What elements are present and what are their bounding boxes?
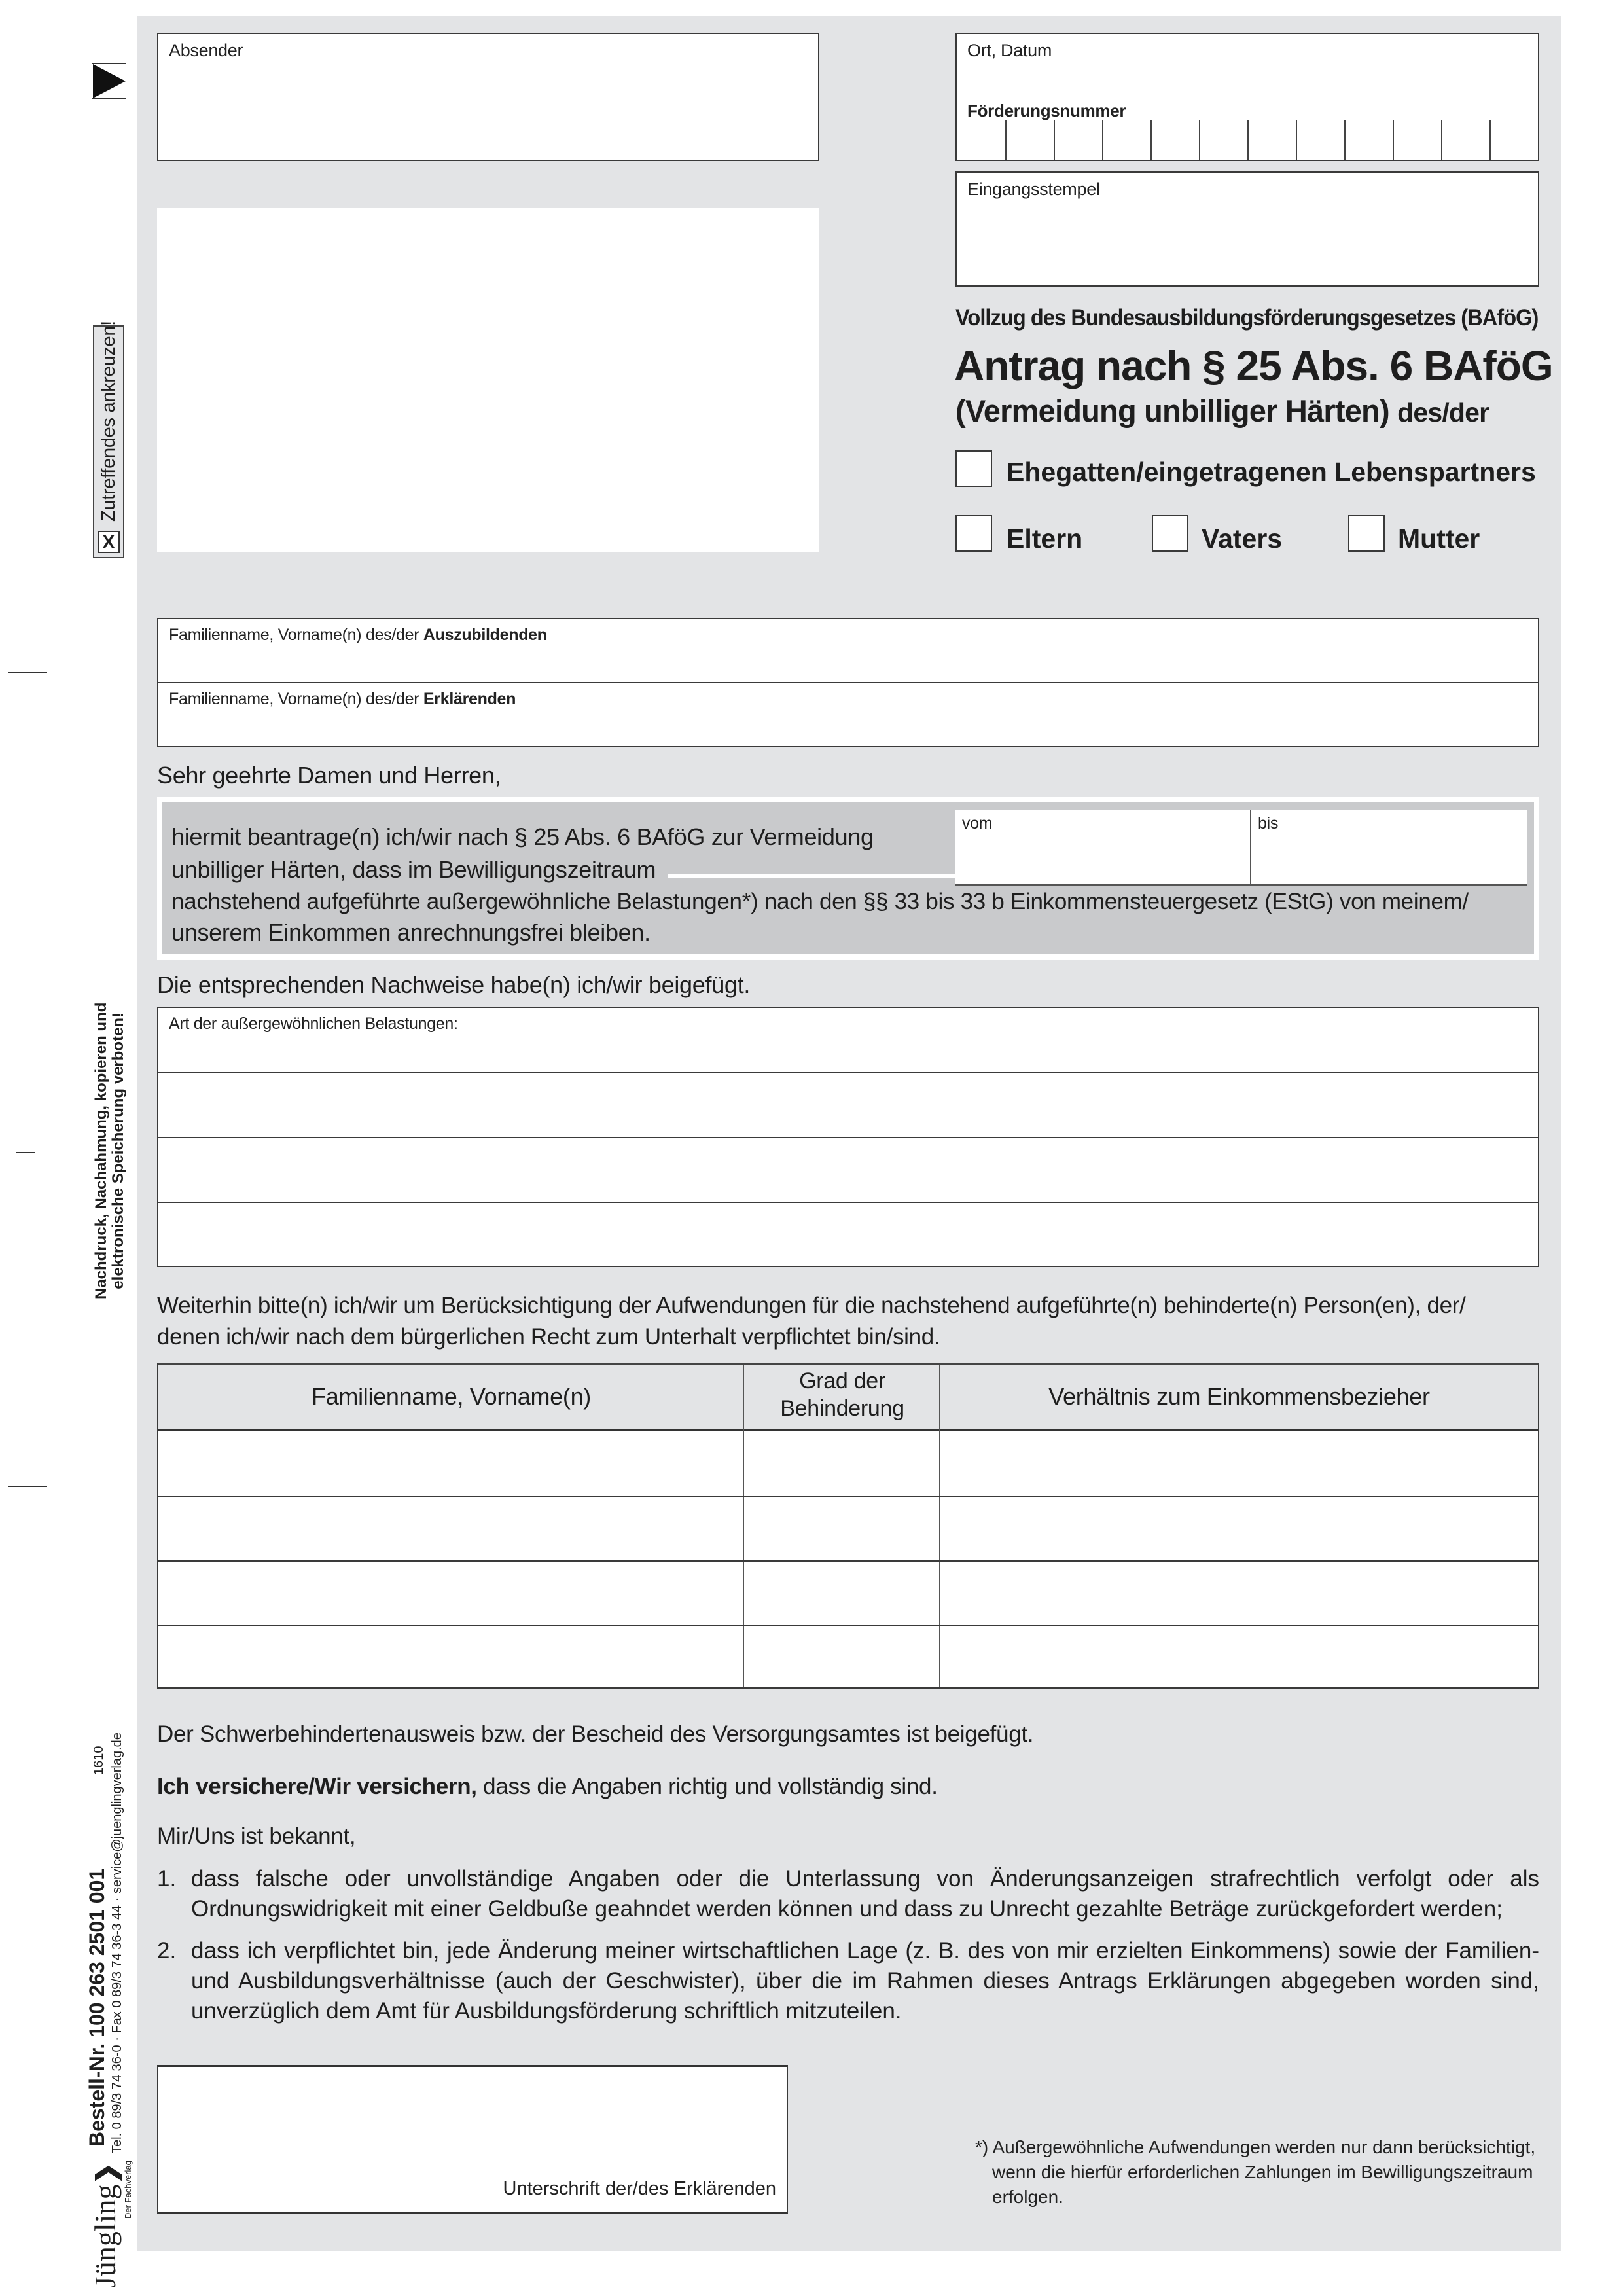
foerderungsnummer-cell-divider	[1199, 120, 1200, 160]
declaration-item-1	[157, 1864, 1539, 1924]
foerderungsnummer-cell-divider	[1296, 120, 1297, 160]
col-divider	[743, 1365, 744, 1687]
copyright-line-2: elektronische Speicherung verboten!	[109, 1012, 127, 1289]
foerderungsnummer-cell-divider	[1005, 120, 1007, 160]
disabled-intro-line-2: denen ich/wir nach dem bürgerlichen Recht zum Unterhalt verpflichtet bin/sind.	[157, 1324, 940, 1350]
vom-label: vom	[962, 814, 993, 833]
checkbox-label-vaters: Vaters	[1202, 524, 1283, 554]
punch-mark	[16, 1152, 35, 1153]
foerderungsnummer-cell-divider	[1344, 120, 1346, 160]
page-subtitle	[955, 393, 1489, 429]
request-line-4: unserem Einkommen anrechnungsfrei bleiben.	[171, 919, 651, 946]
publisher-logo-icon: ❯	[92, 2162, 121, 2185]
publisher-logo	[88, 2162, 122, 2288]
checkbox-mutter[interactable]	[1348, 515, 1385, 552]
foerderungsnummer-label: Förderungsnummer	[967, 101, 1126, 120]
copyright-notice	[93, 1003, 127, 1299]
auszubildende-name-label: Familienname, Vorname(n) des/der Auszubildenden	[169, 626, 547, 644]
fold-mark-bottom	[8, 1486, 47, 1487]
erklaerende-name-field[interactable]	[157, 682, 1539, 747]
belastungen-row[interactable]	[158, 1202, 1538, 1267]
copyright-line-1: Nachdruck, Nachahmung, kopieren und	[92, 1002, 110, 1299]
item-2-line-1: dass ich verpflichtet bin, jede Änderung meiner wirtschaftlichen Lage (z. B. des von mir erzielten Einkommens) sowie der Familien-	[191, 1938, 1539, 1964]
erklaerende-name-label: Familienname, Vorname(n) des/der Erklärenden	[169, 690, 516, 708]
ort-datum-label: Ort, Datum	[967, 41, 1052, 60]
check-hint-text: Zutreffendes ankreuzen!	[98, 321, 119, 522]
foerderungsnummer-cell-divider	[1489, 120, 1491, 160]
publisher-name: Jüngling	[88, 2184, 122, 2288]
order-number: Bestell-Nr. 100 263 2501 001	[85, 1868, 109, 2147]
foerderungsnummer-cell-divider	[1102, 120, 1103, 160]
page-title: Antrag nach § 25 Abs. 6 BAföG	[954, 342, 1553, 389]
address-window[interactable]	[157, 208, 819, 552]
law-title: Vollzug des Bundesausbildungsförderungsgesetzes (BAföG)	[955, 305, 1539, 331]
belastungen-row[interactable]	[158, 1008, 1538, 1072]
check-mark-icon: X	[98, 531, 120, 553]
request-line-3: nachstehend aufgeführte außergewöhnliche Belastungen*) nach den §§ 33 bis 33 b Einkommensteuergesetz (EStG) von meinem/	[171, 889, 1469, 914]
checkbox-label-mutter: Mutter	[1398, 524, 1480, 554]
belastungen-table	[157, 1007, 1539, 1267]
salutation: Sehr geehrte Damen und Herren,	[157, 762, 501, 789]
eingangsstempel-label: Eingangsstempel	[967, 179, 1100, 199]
table-header	[158, 1365, 1538, 1431]
assurance-rest: dass die Angaben richtig und vollständig sind.	[476, 1774, 938, 1799]
checkbox-vaters[interactable]	[1152, 515, 1188, 552]
disabled-persons-table	[157, 1363, 1539, 1689]
checkbox-eltern[interactable]	[955, 515, 992, 552]
checkbox-ehegatten[interactable]	[955, 450, 992, 487]
table-row[interactable]	[158, 1496, 1538, 1497]
signature-label: Unterschrift der/des Erklärenden	[503, 2178, 776, 2199]
ort-datum-field[interactable]	[955, 33, 1539, 98]
absender-field[interactable]	[157, 33, 819, 161]
period-bis-field[interactable]	[1250, 810, 1527, 886]
foerderungsnummer-cell-divider	[1441, 120, 1442, 160]
foerderungsnummer-field[interactable]	[955, 97, 1539, 161]
signature-field[interactable]	[157, 2065, 788, 2214]
form-version: 1610	[92, 1746, 106, 1775]
footnote-line-1: *) Außergewöhnliche Aufwendungen werden nur dann berücksichtigt,	[975, 2137, 1536, 2157]
request-line-1: hiermit beantrage(n) ich/wir nach § 25 Abs. 6 BAföG zur Vermeidung	[171, 823, 874, 850]
col-header-grad-line-1: Grad der	[799, 1369, 885, 1393]
col-header-grad-line-2: Behinderung	[780, 1396, 904, 1421]
col-header-name: Familienname, Vorname(n)	[312, 1383, 591, 1410]
item-1-line-2: Ordnungswidrigkeit mit einer Geldbuße geahndet werden können und dass zu Unrecht gezahlte Beträge zurückgefordert werden;	[191, 1896, 1503, 1922]
absender-label: Absender	[169, 41, 243, 60]
item-1-line-1: dass falsche oder unvollständige Angaben oder die Unterlassung von Änderungsanzeigen strafrechtlich verfolgt oder als	[191, 1866, 1539, 1892]
foerderungsnummer-cell-divider	[1393, 120, 1394, 160]
col-header-verhaeltnis: Verhältnis zum Einkommensbezieher	[1048, 1383, 1430, 1410]
check-hint-box	[93, 321, 124, 558]
item-2-line-2: und Ausbildungsverhältnisse (auch der Geschwister), über die im Rahmen dieses Antrags Erklärungen abgegeben worden sind,	[191, 1968, 1539, 1994]
publisher-tagline: Der Fachverlag	[123, 2161, 133, 2219]
eingangsstempel-field	[955, 171, 1539, 287]
foerderungsnummer-cell-divider	[1247, 120, 1249, 160]
proof-attached-text: Die entsprechenden Nachweise habe(n) ich/wir beigefügt.	[157, 971, 751, 998]
declaration-item-2	[157, 1936, 1539, 2026]
disabled-intro-line-1: Weiterhin bitte(n) ich/wir um Berücksichtigung der Aufwendungen für die nachstehend aufgeführte(n) behinderte(n) Person(en), der/	[157, 1293, 1466, 1318]
footnote-line-2: wenn die hierfür erforderlichen Zahlungen im Bewilligungszeitraum	[992, 2162, 1533, 2182]
checkbox-label-eltern: Eltern	[1007, 524, 1083, 554]
foerderungsnummer-cell-divider	[1054, 120, 1055, 160]
footnote-line-3: erfolgen.	[992, 2187, 1063, 2207]
period-vom-field[interactable]	[955, 810, 1250, 886]
bis-label: bis	[1258, 814, 1279, 833]
right-triangle-marker-icon	[92, 63, 126, 99]
item-2-line-3: unverzüglich dem Amt für Ausbildungsförderung schriftlich mitzuteilen.	[191, 1998, 902, 2024]
col-divider	[939, 1365, 940, 1687]
col-header-grad	[744, 1367, 940, 1422]
assurance-bold: Ich versichere/Wir versichern,	[157, 1774, 477, 1799]
checkbox-label-ehegatten: Ehegatten/eingetragenen Lebenspartners	[1007, 457, 1536, 487]
item-number: 2.	[157, 1938, 177, 1964]
known-intro: Mir/Uns ist bekannt,	[157, 1823, 356, 1849]
period-underline	[668, 874, 955, 878]
attachment-statement: Der Schwerbehindertenausweis bzw. der Bescheid des Versorgungsamtes ist beigefügt.	[157, 1721, 1034, 1747]
footnote	[975, 2135, 1535, 2210]
subtitle-bold: (Vermeidung unbilliger Härten)	[955, 393, 1389, 428]
belastungen-row[interactable]	[158, 1137, 1538, 1202]
item-number: 1.	[157, 1866, 177, 1892]
subtitle-tail: des/der	[1397, 397, 1489, 427]
request-block	[157, 797, 1539, 960]
table-row[interactable]	[158, 1560, 1538, 1562]
foerderungsnummer-cell-divider	[1150, 120, 1152, 160]
assurance-statement	[157, 1774, 938, 1800]
publisher-contact: Tel. 0 89/3 74 36-0 · Fax 0 89/3 74 36-3 44 · service@juenglingverlag.de	[110, 1732, 124, 2153]
belastungen-row[interactable]	[158, 1072, 1538, 1138]
table-row[interactable]	[158, 1625, 1538, 1626]
belastungen-label: Art der außergewöhnlichen Belastungen:	[169, 1014, 458, 1033]
fold-mark-top	[8, 672, 47, 673]
request-line-2: unbilliger Härten, dass im Bewilligungszeitraum	[171, 856, 656, 883]
auszubildende-name-field[interactable]	[157, 618, 1539, 683]
